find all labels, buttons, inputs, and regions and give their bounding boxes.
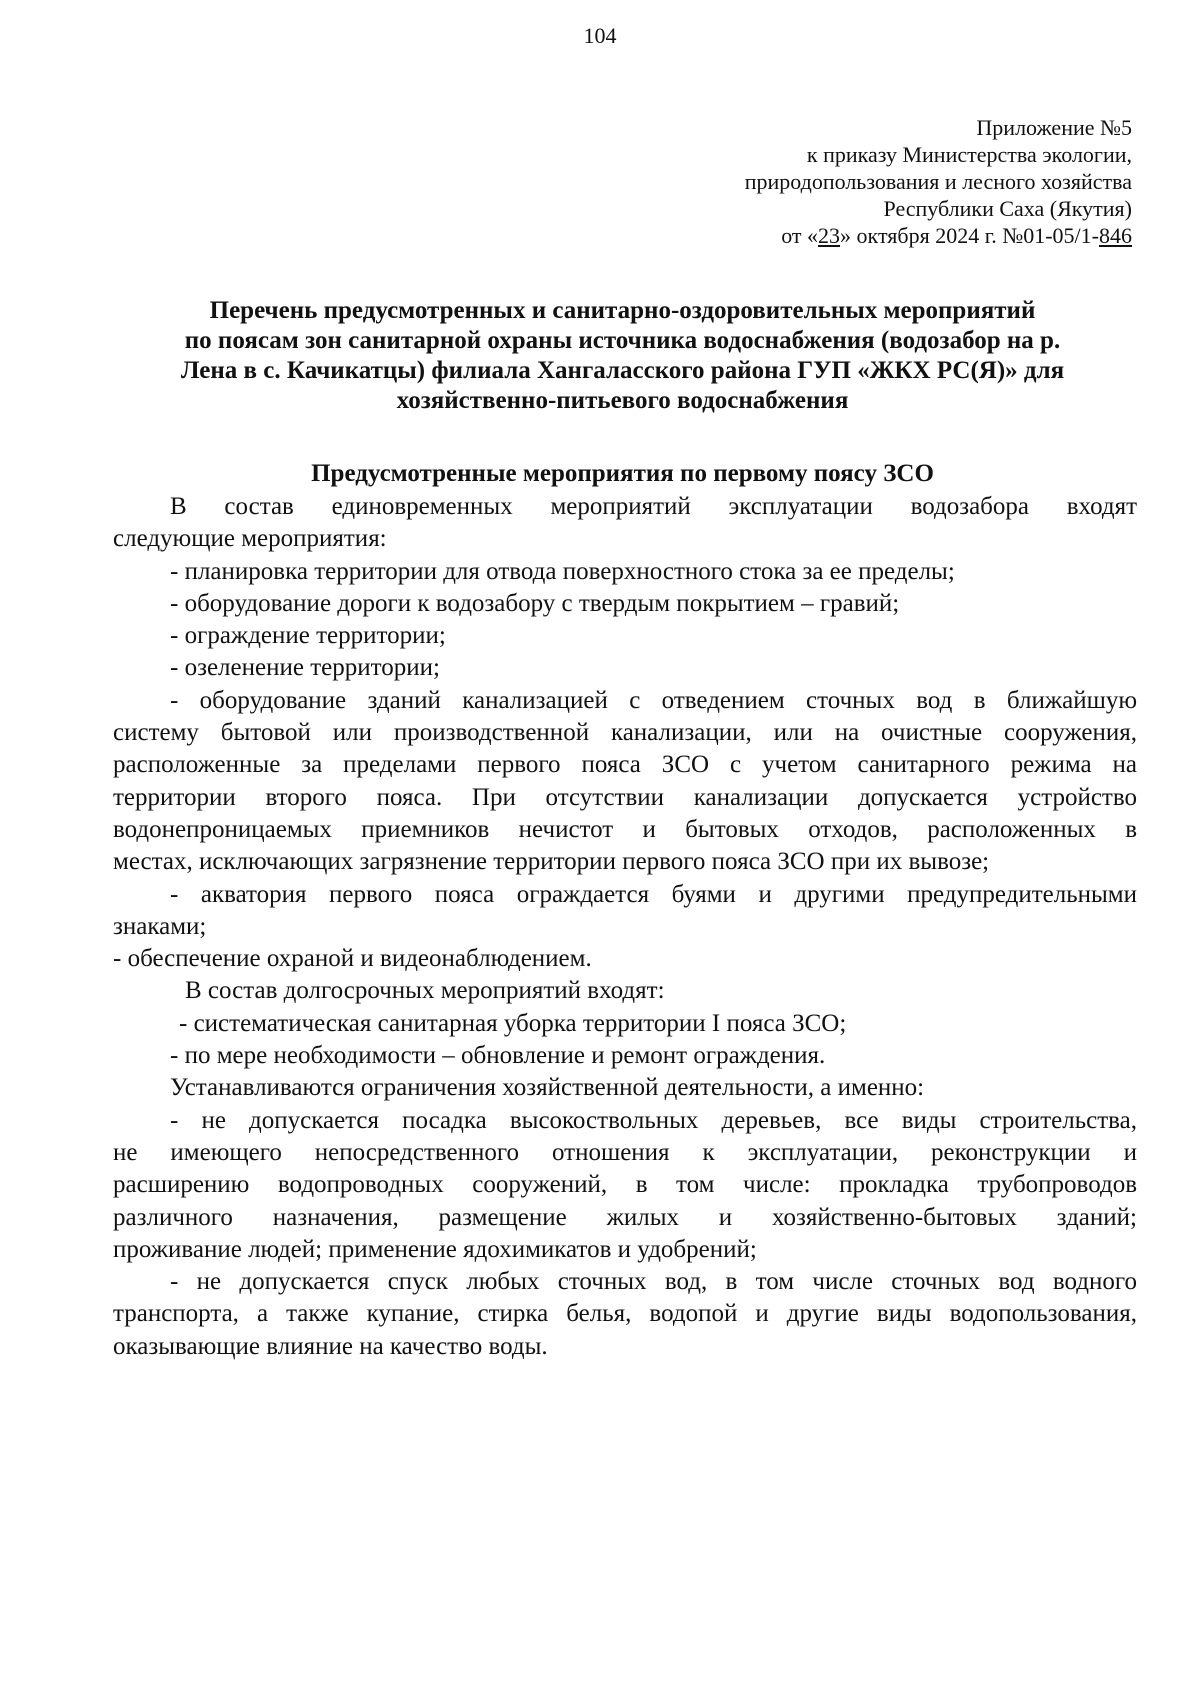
appendix-line-1: Приложение №5 [976,115,1132,140]
body-line: - оборудование дороги к водозабору с твердым покрытием – гравий; [170,589,900,617]
section-heading: Предусмотренные мероприятия по первому поясу ЗСО [311,460,934,487]
body-text [113,491,1137,1363]
body-line: - акватория первого пояса ограждается буями и другими предупредительными [170,880,1137,908]
title-line-3: Лена в с. Качикатцы) филиала Хангаласского района ГУП «ЖКХ РС(Я)» для [180,357,1065,384]
body-line: расширению водопроводных сооружений, в том числе: прокладка трубопроводов [113,1171,1137,1199]
body-line: - ограждение территории; [170,622,446,650]
appendix-line-4: Республики Саха (Якутия) [883,196,1132,221]
body-line: - озеленение территории; [170,654,440,682]
document-title [110,296,1135,416]
body-line: В состав долгосрочных мероприятий входят: [185,977,665,1005]
body-line: водонепроницаемых приемников нечистот и бытовых отходов, расположенных в [113,815,1137,843]
title-line-2: по поясам зон санитарной охраны источника водоснабжения (водозабор на р. [184,327,1061,354]
body-line: Устанавливаются ограничения хозяйственной деятельности, а именно: [170,1074,925,1102]
body-line: - не допускается посадка высокоствольных деревьев, все виды строительства, [170,1106,1137,1134]
body-line: - не допускается спуск любых сточных вод, в том числе сточных вод водного [170,1268,1137,1296]
body-line: различного назначения, размещение жилых и хозяйственно-бытовых зданий; [113,1203,1137,1231]
body-line: В состав единовременных мероприятий эксплуатации водозабора входят [170,493,1137,520]
order-date-middle: » октября 2024 г. №01-05/1- [840,223,1099,248]
body-line: - оборудование зданий канализацией с отведением сточных вод в ближайшую [170,686,1137,714]
title-line-4: хозяйственно-питьевого водоснабжения [396,387,849,414]
body-line: не имеющего непосредственного отношения к эксплуатации, реконструкции и [113,1138,1137,1166]
order-day: 23 [818,223,841,248]
body-line: проживание людей; применение ядохимикатов и удобрений; [113,1235,757,1263]
body-line: - обеспечение охраной и видеонаблюдением. [113,945,592,973]
body-line: транспорта, а также купание, стирка белья, водопой и другие виды водопользования, [113,1300,1137,1328]
body-line: местах, исключающих загрязнение территории первого пояса ЗСО при их вывозе; [113,848,990,876]
body-line: расположенные за пределами первого пояса ЗСО с учетом санитарного режима на [113,751,1137,779]
body-line: систему бытовой или производственной канализации, или на очистные сооружения, [113,719,1137,747]
appendix-block [745,114,1132,249]
body-line: - планировка территории для отвода поверхностного стока за ее пределы; [170,557,955,585]
body-line: территории второго пояса. При отсутствии канализации допускается устройство [113,783,1137,811]
body-line: знаками; [113,912,207,940]
appendix-order-line [745,222,1132,249]
appendix-line-3: природопользования и лесного хозяйства [744,169,1132,194]
page-number: 104 [583,23,617,48]
body-line: следующие мероприятия: [113,525,387,553]
title-line-1: Перечень предусмотренных и санитарно-оздоровительных мероприятий [209,297,1036,324]
body-line: - по мере необходимости – обновление и ремонт ограждения. [170,1042,826,1070]
order-date-prefix: от « [781,223,819,248]
appendix-line-2: к приказу Министерства экологии, [806,142,1132,167]
body-line: - систематическая санитарная уборка территории I пояса ЗСО; [179,1009,847,1037]
body-line: оказывающие влияние на качество воды. [113,1332,548,1360]
order-number: 846 [1099,223,1132,248]
